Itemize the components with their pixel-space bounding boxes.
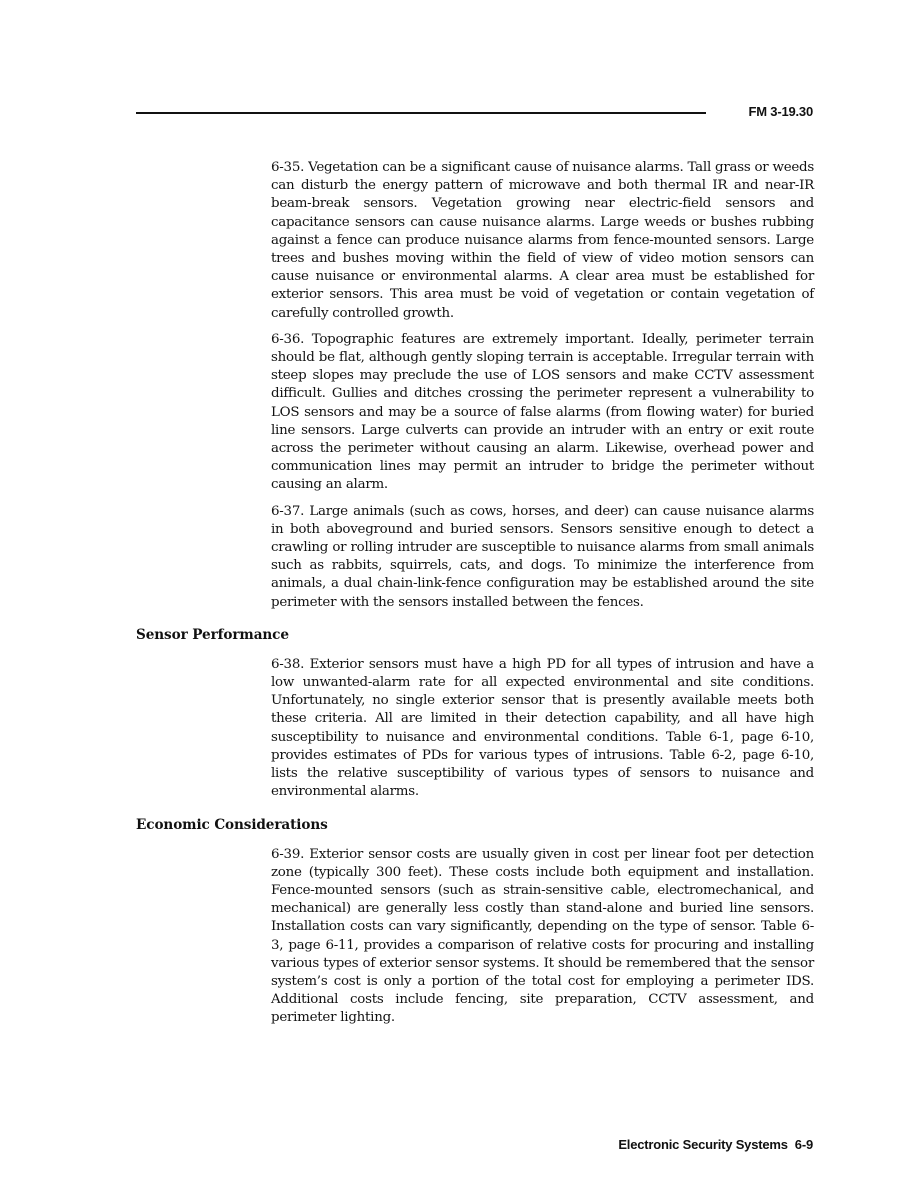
section-heading-economic-considerations: Economic Considerations xyxy=(136,816,328,833)
paragraph-6-36: 6-36. Topographic features are extremely important. Ideally, perimeter terrain should be flat, although gently sloping terrain is acceptable. Irregular terrain with steep slopes may preclude the use of LOS sensors and make CCTV assessment difficult. Gullies and ditches crossing the perimeter represent a vulnerability to LOS sensors and may be a source of false alarms (from flowing water) for buried line sensors. Large culverts can provide an intruder with an entry or exit route across the perimeter without causing an alarm. Likewise, overhead power and communication lines may permit an intruder to bridge the perimeter without causing an alarm. xyxy=(271,331,814,493)
page-body xyxy=(136,159,814,1036)
paragraph-6-37: 6-37. Large animals (such as cows, horses, and deer) can cause nuisance alarms in both aboveground and buried sensors. Sensors sensitive enough to detect a crawling or rolling intruder are susceptible to nuisance alarms from small animals such as rabbits, squirrels, cats, and dogs. To minimize the interference from animals, a dual chain-link-fence configuration may be established around the site perimeter with the sensors installed between the fences. xyxy=(271,503,814,610)
page-footer xyxy=(618,1137,813,1152)
footer-chapter-title: Electronic Security Systems xyxy=(618,1137,788,1152)
paragraph-6-35: 6-35. Vegetation can be a significant cause of nuisance alarms. Tall grass or weeds can disturb the energy pattern of microwave and both thermal IR and near-IR beam-break sensors. Vegetation growing near electric-field sensors and capacitance sensors can cause nuisance alarms. Large weeds or bushes rubbing against a fence can produce nuisance alarms from fence-mounted sensors. Large trees and bushes moving within the field of view of video motion sensors can cause nuisance or environmental alarms. A clear area must be established for exterior sensors. This area must be void of vegetation or contain vegetation of carefully controlled growth. xyxy=(271,160,814,321)
footer-page-number: 6-9 xyxy=(794,1137,813,1152)
section-heading-sensor-performance: Sensor Performance xyxy=(136,626,289,643)
manual-id: FM 3-19.30 xyxy=(748,104,813,119)
paragraph-6-38: 6-38. Exterior sensors must have a high PD for all types of intrusion and have a low unwanted-alarm rate for all expected environmental and site conditions. Unfortunately, no single exterior sensor that is presently available meets both these criteria. All are limited in their detection capability, and all have high susceptibility to nuisance and environmental conditions. Table 6-1, page 6-10, provides estimates of PDs for various types of intrusions. Table 6-2, page 6-10, lists the relative susceptibility of various types of sensors to nuisance and environmental alarms. xyxy=(271,656,814,800)
paragraph-6-39: 6-39. Exterior sensor costs are usually given in cost per linear foot per detection zone (typically 300 feet). These costs include both equipment and installation. Fence-mounted sensors (such as strain-sensitive cable, electromechanical, and mechanical) are generally less costly than stand-alone and buried line sensors. Installation costs can vary significantly, depending on the type of sensor. Table 6-3, page 6-11, provides a comparison of relative costs for procuring and installing various types of exterior sensor systems. It should be remembered that the sensor system’s cost is only a portion of the total cost for employing a perimeter IDS. Additional costs include fencing, site preparation, CCTV assessment, and perimeter lighting. xyxy=(271,846,814,1026)
header-rule xyxy=(136,112,706,114)
